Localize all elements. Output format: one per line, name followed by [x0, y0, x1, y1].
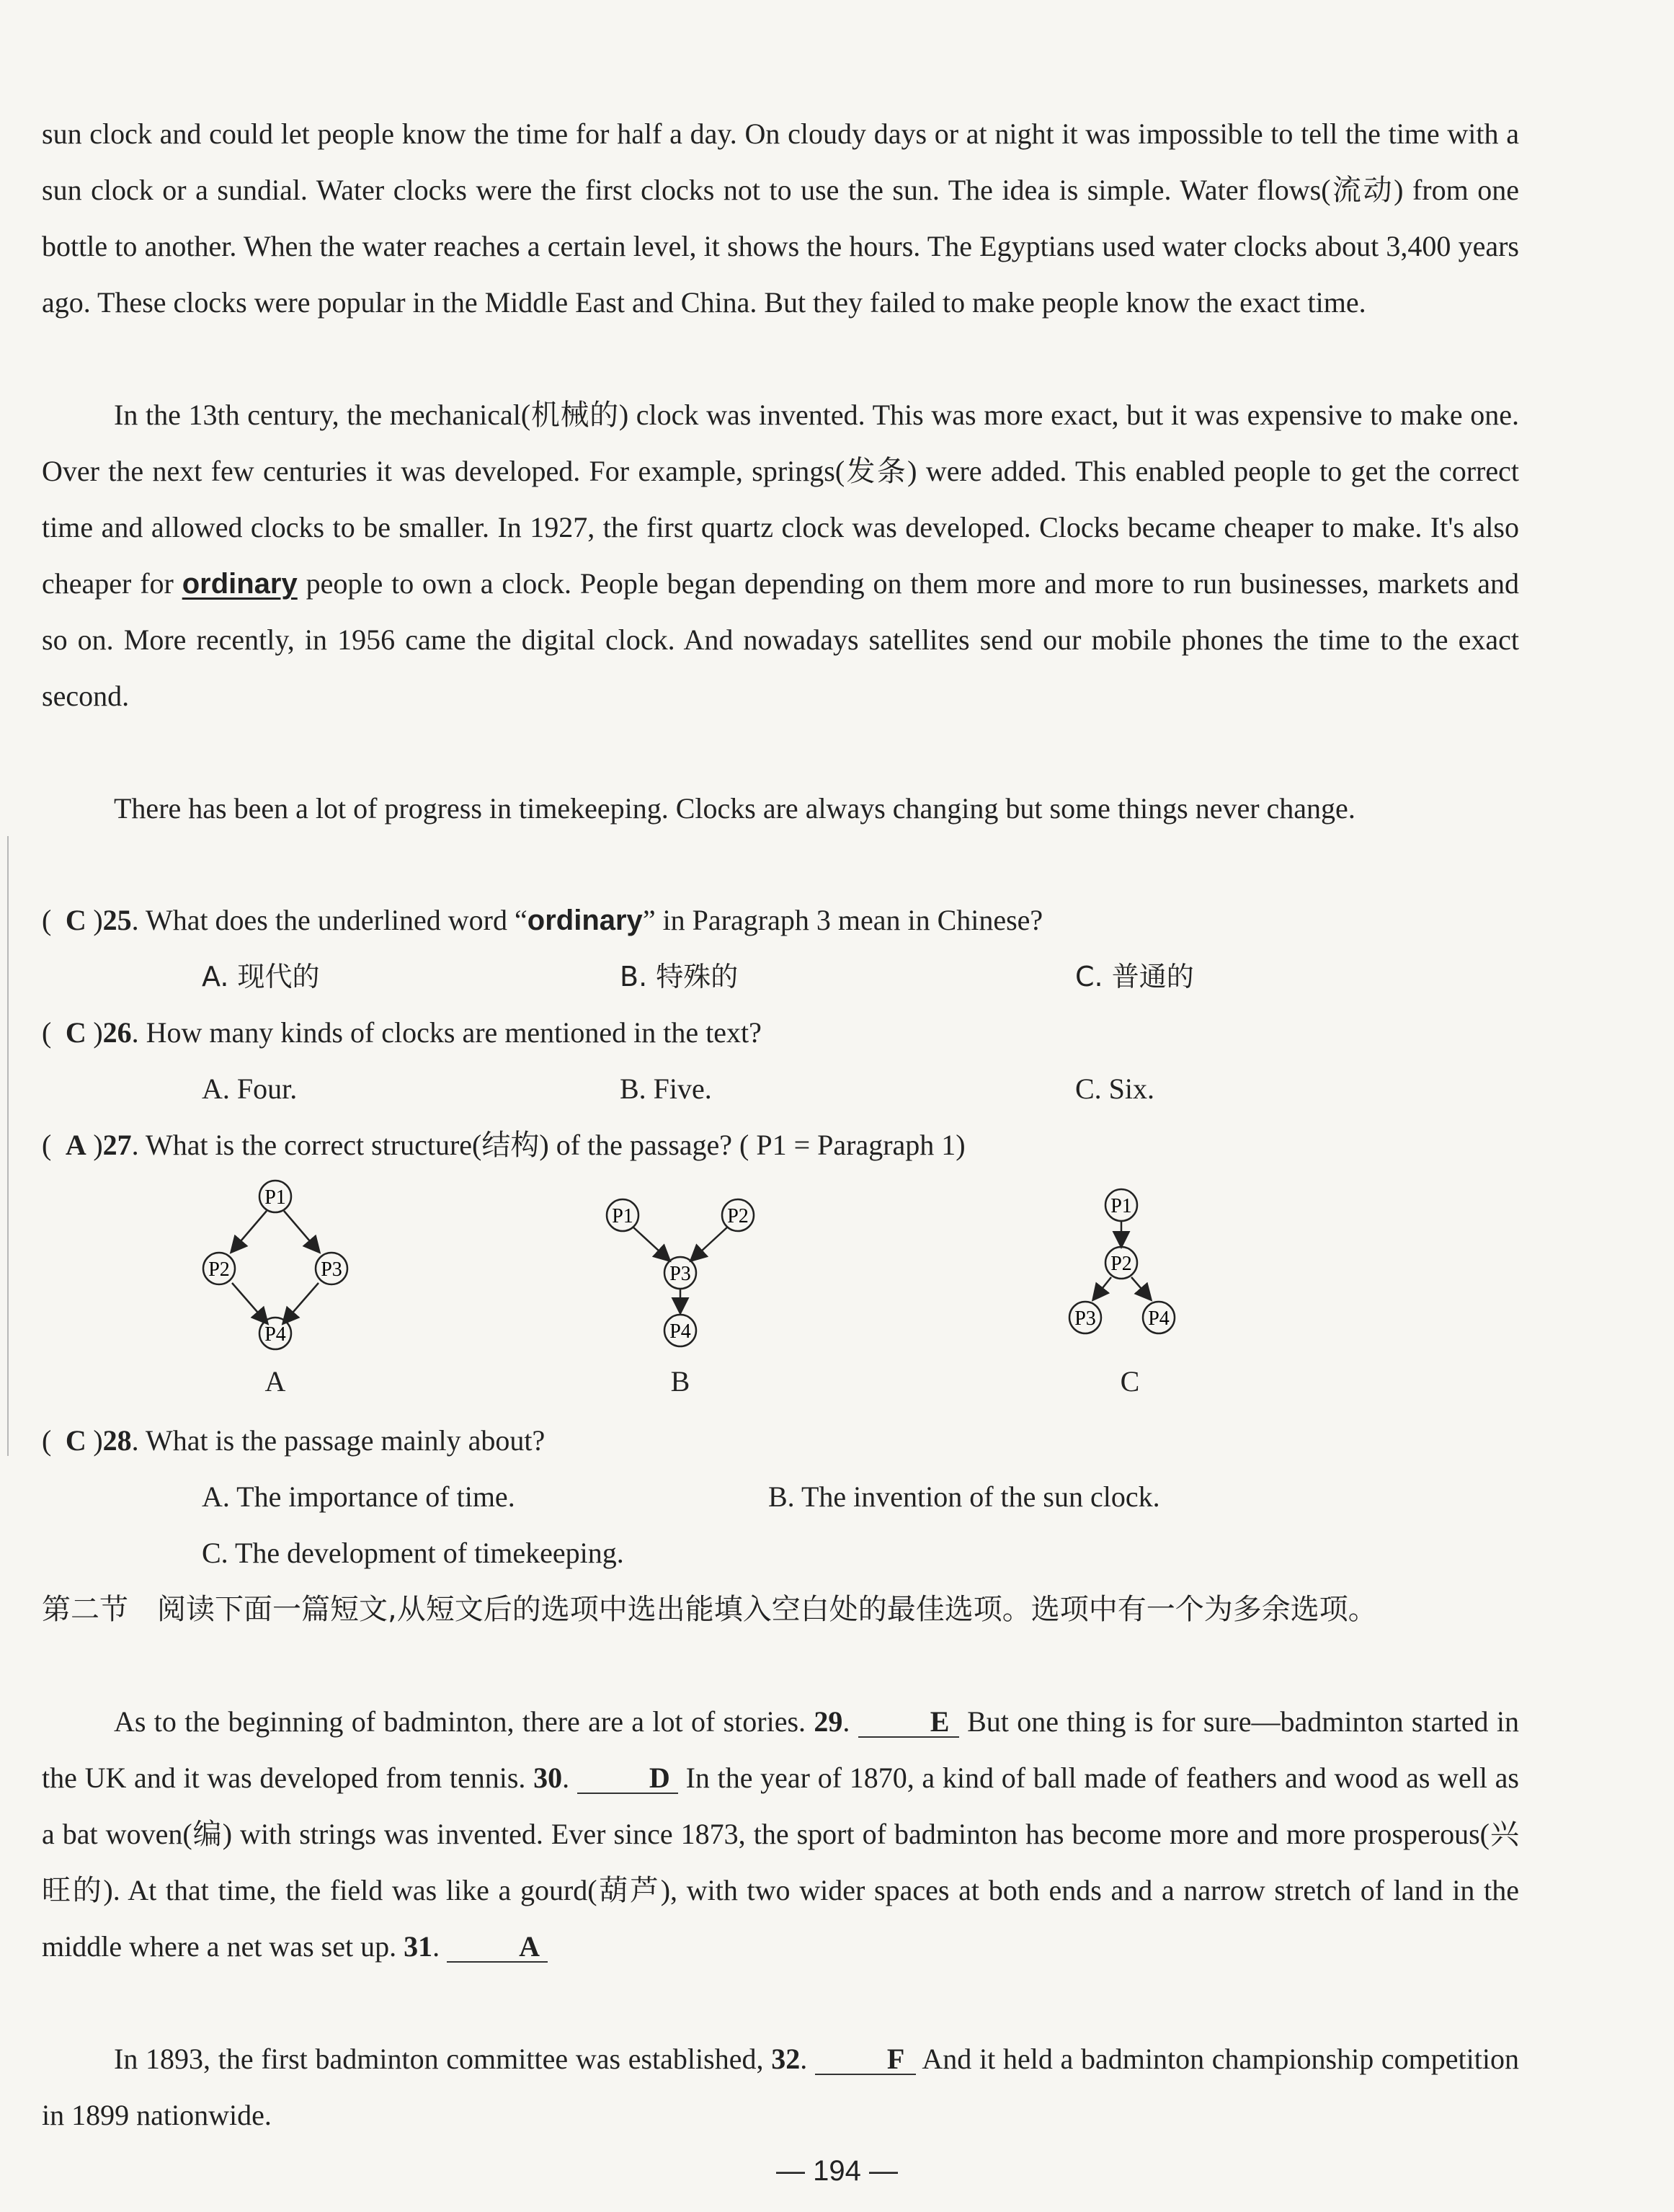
option-26-a: A. Four. — [202, 1072, 298, 1105]
blank-number-31: 31 — [404, 1930, 433, 1963]
passage-paragraph-2 — [42, 106, 1519, 331]
question-number: 25 — [102, 904, 132, 936]
structure-diagram-c — [1065, 1188, 1195, 1357]
node-label: P3 — [321, 1258, 342, 1281]
diagram-label-b: B — [670, 1365, 690, 1398]
node-p1 — [259, 1181, 291, 1212]
paren-open: ( — [42, 1016, 52, 1049]
answer-27: A — [65, 1129, 86, 1161]
passage-text: In 1893, the first badminton committee was established, — [114, 2043, 772, 2075]
node-label: P2 — [727, 1205, 749, 1227]
arrow-p2-p4 — [232, 1283, 267, 1323]
paren-close: ) — [93, 904, 103, 936]
paren-close: ) — [93, 1016, 103, 1049]
section-2-instructions — [42, 1581, 1519, 1638]
passage-text: In the 13th century, the mechanical(机械的) clock was invented. This was more exact, but it was expensive to make one. Over the next few centuries it was developed. For example, springs(发条) were added. This enabled people to get the correct time and allowed clocks to be smaller. In 1927, the first quartz clock was developed. Clocks became cheaper to make. It's also cheaper for — [42, 399, 1519, 600]
arrow-p1-p3 — [284, 1211, 319, 1251]
node-label: P3 — [1074, 1307, 1096, 1330]
passage-text: As to the beginning of badminton, there are a lot of stories. — [114, 1705, 814, 1738]
question-text: . What does the underlined word “ — [131, 904, 527, 936]
diagram-b-svg — [605, 1196, 764, 1355]
paren-open: ( — [42, 1129, 52, 1161]
arrow-p2-p3 — [692, 1227, 728, 1260]
passage-text: But one thing is for sure—badminton started in the UK and it was developed from tennis. — [42, 1705, 1519, 1794]
quoted-word: ordinary — [527, 905, 643, 936]
node-p2 — [203, 1253, 235, 1284]
blank-answer-31: A — [447, 1932, 548, 1963]
question-28 — [42, 1413, 1519, 1469]
node-p4 — [664, 1315, 696, 1346]
option-28-a: A. The importance of time. — [202, 1480, 515, 1513]
blank-answer-29: E — [858, 1707, 959, 1738]
paren-open: ( — [42, 904, 52, 936]
blank-number-30: 30 — [533, 1762, 563, 1794]
node-p4 — [1143, 1302, 1175, 1333]
node-p2 — [722, 1199, 754, 1231]
node-label: P1 — [612, 1205, 633, 1227]
structure-diagram-b — [605, 1196, 764, 1359]
node-p3 — [1069, 1302, 1101, 1333]
answer-26: C — [65, 1016, 86, 1049]
badminton-paragraph-2: In 1893, the first badminton committee was established, 32. F And it held a badminton championship competition in 1899 nationwide. — [42, 2043, 1520, 2131]
structure-diagram-a — [195, 1175, 368, 1359]
option-26-c: C. Six. — [1075, 1072, 1155, 1105]
arrow-p2-p3 — [1094, 1277, 1111, 1299]
blank-answer-32: F — [815, 2045, 916, 2075]
passage-text: There has been a lot of progress in timekeeping. Clocks are always changing but some things never change. — [114, 792, 1355, 825]
node-label: P2 — [208, 1258, 230, 1281]
node-p3 — [664, 1257, 696, 1289]
node-p1 — [607, 1199, 638, 1231]
arrow-p1-p2 — [232, 1211, 267, 1251]
diagram-a-svg — [195, 1175, 368, 1355]
diagram-label-c: C — [1120, 1365, 1140, 1398]
margin-binding-line — [7, 836, 9, 1456]
arrow-p3-p4 — [284, 1283, 319, 1323]
passage-text: And it held a badminton championship competition in 1899 nationwide. — [42, 2043, 1520, 2131]
option-25-a: A. 现代的 — [202, 961, 320, 992]
question-text: . What is the correct structure(结构) of the passage? ( P1 = Paragraph 1) — [131, 1129, 966, 1161]
passage-text: sun clock and could let people know the time for half a day. On cloudy days or at night it was impossible to tell the time with a sun clock or a sundial. Water clocks were the first clocks not to use the sun. The idea is simple. Water flows(流动) from one bottle to another. When the water reaches a certain level, it shows the hours. The Egyptians used water clocks about 3,400 years ago. These clocks were popular in the Middle East and China. But they failed to make people know the exact time. — [42, 117, 1519, 319]
instructions-text: 第二节 阅读下面一篇短文,从短文后的选项中选出能填入空白处的最佳选项。选项中有一个为多余选项。 — [42, 1593, 1377, 1626]
page-number: — 194 — — [776, 2155, 898, 2187]
option-26-b: B. Five. — [620, 1072, 712, 1105]
node-label: P3 — [669, 1263, 691, 1285]
paren-open: ( — [42, 1424, 52, 1457]
node-label: P1 — [264, 1186, 286, 1209]
node-label: P2 — [1110, 1253, 1132, 1275]
underlined-word-ordinary: ordinary — [182, 568, 298, 600]
passage-paragraph-3 — [42, 387, 1519, 724]
option-28-c: C. The development of timekeeping. — [202, 1537, 624, 1569]
diagram-c-svg — [1065, 1188, 1195, 1354]
node-p3 — [316, 1253, 347, 1284]
blank-answer-30: D — [577, 1764, 678, 1794]
passage-text: people to own a clock. People began depending on them more and more to run businesses, markets and so on. More recently, in 1956 came the digital clock. And nowadays satellites send our mobile phones the time to the exact second. — [42, 567, 1520, 712]
arrow-p1-p3 — [633, 1227, 669, 1260]
question-25 — [42, 892, 1519, 949]
node-label: P4 — [1148, 1307, 1170, 1330]
diagram-label-a: A — [264, 1365, 286, 1398]
answer-28: C — [65, 1424, 86, 1457]
option-25-b: B. 特殊的 — [620, 961, 739, 992]
paren-close: ) — [93, 1424, 103, 1457]
blank-number-29: 29 — [814, 1705, 843, 1738]
question-text: ” in Paragraph 3 mean in Chinese? — [642, 904, 1043, 936]
node-p4 — [259, 1318, 291, 1349]
option-28-b: B. The invention of the sun clock. — [768, 1480, 1160, 1513]
node-p1 — [1105, 1189, 1137, 1221]
badminton-paragraph-1: As to the beginning of badminton, there are a lot of stories. 29. E But one thing is for sure—badminton started in the UK and it was developed from tennis. 30. D In the year of 1870, a kind of ball made of feathers and wood as well as a bat woven(编) with strings was invented. Ever since 1873, the sport of badminton has become more and more prosperous(兴旺的). At that time, the field was like a gourd(葫芦), with two wider spaces at both ends and a narrow stretch of land in the middle where a net was set up. 31. A — [42, 1705, 1519, 1963]
question-27 — [42, 1117, 1519, 1173]
passage-paragraph-4 — [42, 781, 1519, 837]
question-number: 27 — [102, 1129, 132, 1161]
question-number: 26 — [102, 1016, 132, 1049]
passage-text: In the year of 1870, a kind of ball made of feathers and wood as well as a bat woven(编) with strings was invented. Ever since 1873, the sport of badminton has become more and more prosperous(兴旺的). At that time, the field was like a gourd(葫芦), with two wider spaces at both ends and a narrow stretch of land in the middle where a net was set up. — [42, 1762, 1519, 1963]
question-text: . How many kinds of clocks are mentioned in the text? — [131, 1016, 762, 1049]
question-number: 28 — [102, 1424, 132, 1457]
answer-25: C — [65, 904, 86, 936]
node-label: P4 — [669, 1320, 691, 1343]
blank-number-32: 32 — [771, 2043, 801, 2075]
paren-close: ) — [93, 1129, 103, 1161]
node-p2 — [1105, 1247, 1137, 1279]
question-text: . What is the passage mainly about? — [131, 1424, 546, 1457]
node-label: P4 — [264, 1323, 286, 1346]
arrow-p2-p4 — [1131, 1277, 1150, 1299]
option-25-c: C. 普通的 — [1075, 961, 1194, 992]
node-label: P1 — [1110, 1195, 1132, 1217]
question-26 — [42, 1005, 1519, 1061]
